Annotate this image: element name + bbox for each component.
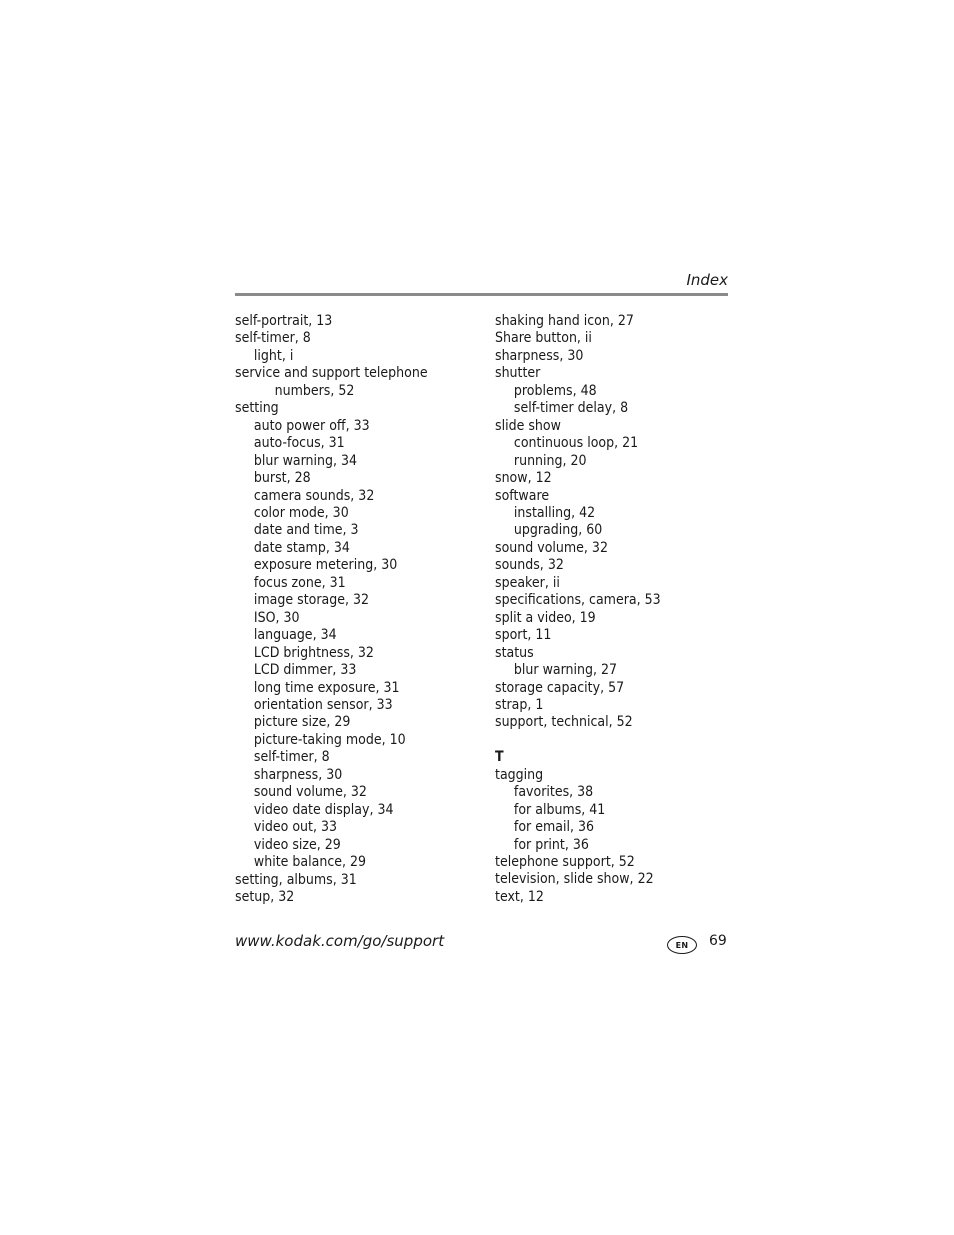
index-entry: service and support telephone	[235, 365, 428, 382]
section-spacer	[495, 732, 661, 749]
index-subentry: video out, 33	[253, 819, 338, 836]
index-entry: text, 12	[495, 888, 544, 905]
index-subentry: LCD brightness, 32	[253, 644, 374, 661]
index-entry: self-portrait, 13	[235, 313, 333, 329]
index-subentry: date and time, 3	[253, 522, 359, 539]
index-subentry: white balance, 29	[253, 854, 367, 871]
index-entry: support, technical, 52	[495, 714, 633, 731]
index-entry: status	[495, 644, 534, 661]
index-entry: sound volume, 32	[495, 539, 608, 556]
index-entry: sounds, 32	[495, 557, 564, 574]
index-subentry: self-timer delay, 8	[513, 400, 629, 417]
index-entry: specifications, camera, 53	[495, 592, 661, 609]
index-subentry: self-timer, 8	[253, 749, 330, 766]
index-entry: television, slide show, 22	[495, 871, 654, 888]
index-subentry: picture-taking mode, 10	[253, 731, 406, 748]
index-subentry: installing, 42	[513, 504, 596, 521]
header-rule	[235, 293, 728, 296]
index-subentry: upgrading, 60	[513, 522, 603, 539]
index-subentry: numbers, 52	[274, 382, 355, 399]
index-subentry: auto-focus, 31	[253, 435, 345, 452]
index-subentry: LCD dimmer, 33	[253, 662, 357, 679]
index-entry: tagging	[495, 766, 544, 783]
index-subentry: language, 34	[253, 627, 337, 644]
index-entry: setup, 32	[235, 888, 295, 905]
index-subentry: sound volume, 32	[253, 784, 367, 801]
index-entry: shutter	[495, 365, 541, 382]
index-entry: self-timer, 8	[235, 330, 311, 347]
index-section-letter: T	[495, 749, 504, 766]
index-entry: shaking hand icon, 27	[495, 313, 634, 329]
index-subentry: picture size, 29	[253, 714, 351, 731]
index-entry: snow, 12	[495, 470, 552, 487]
index-entry: setting	[235, 400, 279, 417]
index-subentry: sharpness, 30	[253, 766, 343, 783]
index-subentry: running, 20	[513, 452, 587, 469]
index-column-right	[495, 313, 661, 906]
index-subentry: long time exposure, 31	[253, 679, 400, 696]
index-entry: split a video, 19	[495, 609, 596, 626]
index-subentry: auto power off, 33	[253, 417, 370, 434]
index-entry: speaker, ii	[495, 574, 560, 591]
index-entry: sport, 11	[495, 627, 552, 644]
index-subentry: burst, 28	[253, 470, 311, 487]
index-entry: setting, albums, 31	[235, 871, 357, 888]
index-subentry: blur warning, 27	[513, 662, 618, 679]
index-entry: slide show	[495, 417, 561, 434]
index-subentry: continuous loop, 21	[513, 435, 639, 452]
index-subentry: problems, 48	[513, 382, 597, 399]
language-badge-icon: EN	[667, 936, 697, 954]
index-subentry: for email, 36	[513, 819, 595, 836]
index-entry: Share button, ii	[495, 330, 592, 347]
index-subentry: orientation sensor, 33	[253, 696, 393, 713]
index-entry: software	[495, 487, 550, 504]
index-subentry: light, i	[253, 347, 294, 364]
index-entry: strap, 1	[495, 696, 544, 713]
index-subentry: image storage, 32	[253, 592, 370, 609]
index-subentry: ISO, 30	[253, 609, 300, 626]
running-header-title: Index	[686, 271, 728, 289]
index-subentry: for print, 36	[513, 836, 589, 853]
page-number: 69	[709, 933, 727, 949]
index-subentry: date stamp, 34	[253, 539, 350, 556]
index-entry: storage capacity, 57	[495, 679, 625, 696]
index-entry: sharpness, 30	[495, 347, 584, 364]
index-subentry: blur warning, 34	[253, 452, 358, 469]
support-url: www.kodak.com/go/support	[235, 932, 445, 950]
index-subentry: video date display, 34	[253, 801, 394, 818]
index-subentry: exposure metering, 30	[253, 557, 398, 574]
index-subentry: color mode, 30	[253, 504, 349, 521]
index-entry: telephone support, 52	[495, 854, 635, 871]
index-subentry: camera sounds, 32	[253, 487, 375, 504]
index-subentry: for albums, 41	[513, 801, 606, 818]
index-subentry: favorites, 38	[513, 784, 594, 801]
index-column-left	[235, 313, 428, 906]
index-subentry: video size, 29	[253, 836, 341, 853]
index-subentry: focus zone, 31	[253, 574, 346, 591]
